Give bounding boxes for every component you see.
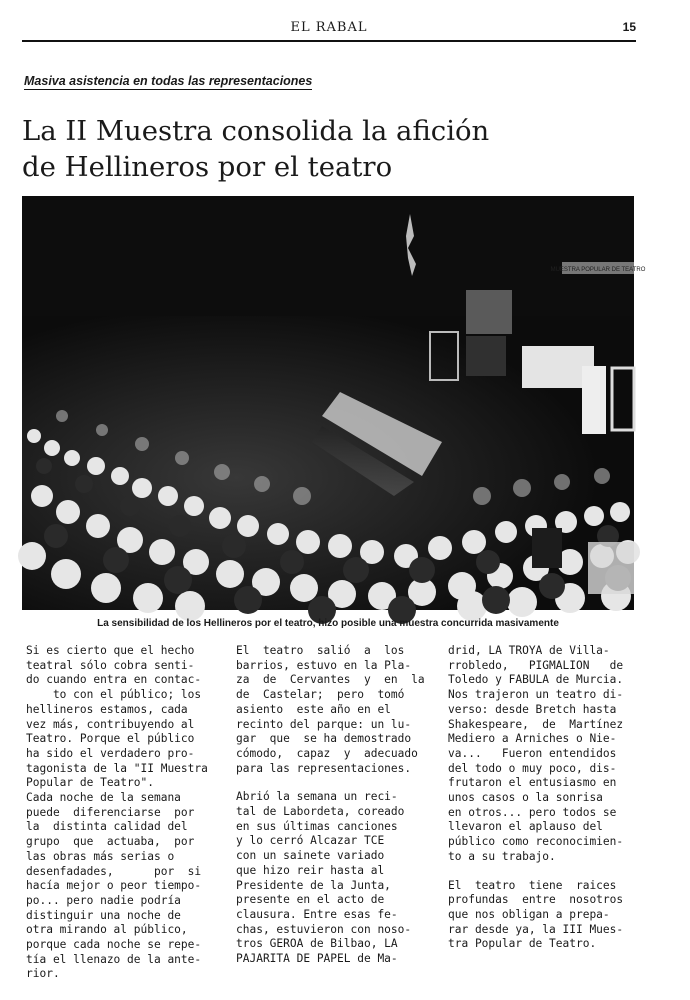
text-line: cómodo, capaz y adecuado bbox=[236, 746, 418, 760]
article-paragraph bbox=[236, 644, 424, 776]
text-line: ha sido el verdadero pro- bbox=[26, 746, 195, 760]
text-line: rrobledo, PIGMALION de bbox=[448, 658, 624, 672]
text-line: las obras más serias o bbox=[26, 849, 175, 863]
kicker-subtitle: Masiva asistencia en todas las representaciones bbox=[24, 74, 313, 88]
article-paragraph bbox=[448, 879, 636, 953]
headline bbox=[22, 113, 642, 185]
article-paragraph bbox=[236, 790, 424, 966]
text-column-3 bbox=[448, 644, 636, 966]
text-line: Teatro. Porque el público bbox=[26, 732, 195, 746]
text-line: profundas entre nosotros bbox=[448, 893, 624, 907]
photo-caption: La sensibilidad de los Hellineros por el teatro, hizo posible una muestra concurrida masivamente bbox=[97, 618, 559, 629]
text-column-1 bbox=[26, 644, 212, 996]
text-line: teatral sólo cobra senti- bbox=[26, 658, 195, 672]
text-line: verso: desde Bretch hasta bbox=[448, 702, 617, 716]
text-line: barrios, estuvo en la Pla- bbox=[236, 658, 412, 672]
text-line: tagonista de la "II Muestra bbox=[26, 761, 208, 775]
text-line: tal de Labordeta, coreado bbox=[236, 805, 405, 819]
text-line: desenfadades, por si bbox=[26, 864, 202, 878]
publication-title: EL RABAL bbox=[290, 20, 368, 35]
text-line: va... Fueron entendidos bbox=[448, 746, 617, 760]
stage-banner: MUESTRA POPULAR DE TEATRO bbox=[550, 267, 646, 273]
page-number: 15 bbox=[622, 20, 636, 34]
text-line: Popular de Teatro". bbox=[26, 776, 154, 790]
text-line: asiento este año en el bbox=[236, 702, 391, 716]
text-line: hellineros estamos, cada bbox=[26, 702, 188, 716]
text-line: tros GEROA de Bilbao, LA bbox=[236, 937, 398, 951]
text-line: puede diferenciarse por bbox=[26, 805, 195, 819]
article-paragraph bbox=[26, 644, 212, 982]
text-line: de Castelar; pero tomó bbox=[236, 688, 405, 702]
headline-line: de Hellineros por el teatro bbox=[22, 151, 393, 183]
text-line: llevaron el aplauso del bbox=[448, 820, 603, 834]
text-line: del todo o muy poco, dis- bbox=[448, 761, 617, 775]
text-line: PAJARITA DE PAPEL de Ma- bbox=[236, 952, 398, 966]
text-line: público como reconocimien- bbox=[448, 835, 624, 849]
text-line: hacía mejor o peor tiempo- bbox=[26, 879, 202, 893]
text-line: Presidente de la Junta, bbox=[236, 878, 391, 892]
theatre-audience-photo bbox=[22, 196, 646, 610]
headline-line: La II Muestra consolida la afición bbox=[22, 115, 490, 147]
text-line: to a su trabajo. bbox=[448, 849, 556, 863]
text-line: tía el llenazo de la ante- bbox=[26, 952, 202, 966]
text-line: presente en el acto de bbox=[236, 893, 385, 907]
text-line: Nos trajeron un teatro di- bbox=[448, 688, 624, 702]
text-line: distinguir una noche de bbox=[26, 908, 181, 922]
text-line: porque cada noche se repe- bbox=[26, 938, 202, 952]
text-line: to con el público; los bbox=[26, 688, 202, 702]
text-line: la distinta calidad del bbox=[26, 820, 188, 834]
text-line: po... pero nadie podría bbox=[26, 893, 181, 907]
text-line: otra mirando al público, bbox=[26, 923, 188, 937]
text-line: tra Popular de Teatro. bbox=[448, 937, 597, 951]
text-line: rar desde ya, la III Mues- bbox=[448, 922, 624, 936]
text-line: drid, LA TROYA de Villa- bbox=[448, 644, 610, 657]
text-line: El teatro tiene raices bbox=[448, 878, 617, 892]
text-line: Shakespeare, de Martínez bbox=[448, 717, 624, 731]
text-line: gar que se ha demostrado bbox=[236, 732, 412, 746]
text-line: Mediero a Arniches o Nie- bbox=[448, 732, 617, 746]
text-line: Toledo y FABULA de Murcia. bbox=[448, 673, 624, 687]
text-line: za de Cervantes y en la bbox=[236, 673, 425, 687]
text-line: clausura. Entre esas fe- bbox=[236, 907, 398, 921]
text-line: Si es cierto que el hecho bbox=[26, 644, 195, 657]
text-line: grupo que actuaba, por bbox=[26, 835, 195, 849]
text-line: rior. bbox=[26, 967, 60, 981]
text-line: unos casos o la sonrisa bbox=[448, 791, 603, 805]
text-line: en sus últimas canciones bbox=[236, 819, 398, 833]
text-line: recinto del parque: un lu- bbox=[236, 717, 412, 731]
text-line: Cada noche de la semana bbox=[26, 791, 181, 805]
text-line: El teatro salió a los bbox=[236, 644, 405, 657]
text-column-2 bbox=[236, 644, 424, 981]
text-line: con un sainete variado bbox=[236, 849, 385, 863]
text-line: frutaron el entusiasmo en bbox=[448, 776, 617, 790]
text-line: Abrió la semana un reci- bbox=[236, 790, 398, 804]
text-line: vez más, contribuyendo al bbox=[26, 717, 195, 731]
text-line: que nos obligan a prepa- bbox=[448, 907, 610, 921]
text-line: para las representaciones. bbox=[236, 761, 412, 775]
text-line: chas, estuvieron con noso- bbox=[236, 922, 412, 936]
running-header bbox=[22, 18, 636, 42]
text-line: do cuando entra en contac- bbox=[26, 673, 202, 687]
article-paragraph bbox=[448, 644, 636, 865]
text-line: y lo cerró Alcazar TCE bbox=[236, 834, 385, 848]
text-line: que hizo reir hasta al bbox=[236, 863, 385, 877]
text-line: en otros... pero todos se bbox=[448, 805, 617, 819]
